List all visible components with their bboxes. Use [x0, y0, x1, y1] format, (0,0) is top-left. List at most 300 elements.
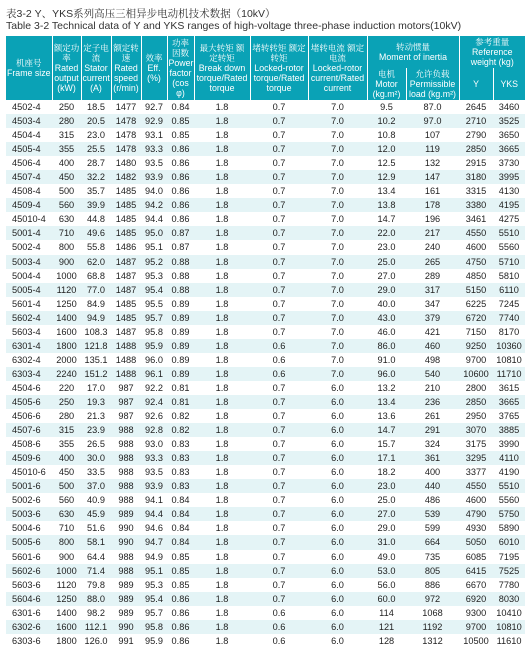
cell-efficiency: 95.3 — [141, 578, 167, 592]
cell-rated-output: 450 — [52, 465, 81, 479]
cell-weight-yks: 5510 — [493, 226, 525, 240]
cell-rated-speed: 988 — [111, 564, 141, 578]
table-row — [6, 507, 525, 521]
cell-breakdown-torque-ratio: 1.8 — [194, 479, 250, 493]
cell-stator-current: 20.5 — [81, 114, 111, 128]
cell-locked-rotor-current-ratio: 7.0 — [308, 100, 367, 114]
cell-rated-output: 400 — [52, 156, 81, 170]
table-row — [6, 479, 525, 493]
header-weight-yks: YKS — [493, 68, 525, 100]
cell-weight-y: 9250 — [459, 339, 493, 353]
cell-frame-size: 5601-6 — [6, 550, 52, 564]
cell-efficiency: 92.6 — [141, 409, 167, 423]
cell-inertia-motor: 96.0 — [367, 367, 406, 381]
cell-inertia-permissible-load: 265 — [406, 255, 459, 269]
cell-inertia-motor: 12.5 — [367, 156, 406, 170]
cell-inertia-motor: 23.0 — [367, 479, 406, 493]
cell-breakdown-torque-ratio: 1.8 — [194, 564, 250, 578]
cell-rated-speed: 988 — [111, 493, 141, 507]
cell-frame-size: 4509-6 — [6, 451, 52, 465]
cell-inertia-permissible-load: 132 — [406, 156, 459, 170]
cell-weight-yks: 3665 — [493, 395, 525, 409]
cell-weight-yks: 3885 — [493, 423, 525, 437]
cell-inertia-motor: 43.0 — [367, 311, 406, 325]
cell-weight-yks: 6010 — [493, 535, 525, 549]
cell-breakdown-torque-ratio: 1.8 — [194, 170, 250, 184]
cell-inertia-permissible-load: 236 — [406, 395, 459, 409]
cell-power-factor: 0.89 — [167, 325, 194, 339]
cell-locked-rotor-current-ratio: 6.0 — [308, 409, 367, 423]
cell-locked-rotor-torque-ratio: 0.7 — [250, 283, 308, 297]
table-row — [6, 170, 525, 184]
cell-inertia-motor: 29.0 — [367, 283, 406, 297]
cell-frame-size: 5001-4 — [6, 226, 52, 240]
cell-inertia-motor: 13.8 — [367, 198, 406, 212]
cell-stator-current: 108.3 — [81, 325, 111, 339]
cell-inertia-permissible-load: 421 — [406, 325, 459, 339]
cell-inertia-permissible-load: 539 — [406, 507, 459, 521]
cell-locked-rotor-torque-ratio: 0.7 — [250, 128, 308, 142]
cell-locked-rotor-torque-ratio: 0.7 — [250, 297, 308, 311]
cell-stator-current: 94.9 — [81, 311, 111, 325]
cell-rated-speed: 990 — [111, 535, 141, 549]
cell-frame-size: 5602-6 — [6, 564, 52, 578]
cell-frame-size: 5603-4 — [6, 325, 52, 339]
cell-frame-size: 5003-6 — [6, 507, 52, 521]
header-rated-output: 额定功率 Rated output (kW) — [52, 36, 81, 100]
cell-weight-y: 9300 — [459, 606, 493, 620]
cell-breakdown-torque-ratio: 1.8 — [194, 114, 250, 128]
cell-frame-size: 5604-6 — [6, 592, 52, 606]
cell-inertia-permissible-load: 87.0 — [406, 100, 459, 114]
cell-rated-output: 900 — [52, 255, 81, 269]
table-title-english: Table 3-2 Technical data of Y and YKS ranges of high-voltage three-phase induction motors(10kV) — [6, 20, 462, 32]
cell-inertia-motor: 13.4 — [367, 395, 406, 409]
cell-inertia-motor: 22.0 — [367, 226, 406, 240]
table-row — [6, 255, 525, 269]
cell-locked-rotor-torque-ratio: 0.7 — [250, 507, 308, 521]
cell-efficiency: 94.6 — [141, 521, 167, 535]
table-row — [6, 620, 525, 634]
cell-locked-rotor-torque-ratio: 0.7 — [250, 465, 308, 479]
cell-locked-rotor-torque-ratio: 0.7 — [250, 240, 308, 254]
cell-breakdown-torque-ratio: 1.8 — [194, 142, 250, 156]
cell-rated-speed: 1486 — [111, 240, 141, 254]
cell-locked-rotor-current-ratio: 7.0 — [308, 128, 367, 142]
cell-breakdown-torque-ratio: 1.8 — [194, 226, 250, 240]
cell-rated-output: 220 — [52, 381, 81, 395]
cell-frame-size: 6301-6 — [6, 606, 52, 620]
cell-power-factor: 0.88 — [167, 269, 194, 283]
cell-locked-rotor-current-ratio: 6.0 — [308, 592, 367, 606]
cell-stator-current: 21.3 — [81, 409, 111, 423]
cell-weight-yks: 5710 — [493, 255, 525, 269]
cell-rated-output: 1600 — [52, 620, 81, 634]
cell-power-factor: 0.81 — [167, 395, 194, 409]
cell-locked-rotor-current-ratio: 7.0 — [308, 184, 367, 198]
header-stator-current: 定子电流 Stator current (A) — [81, 36, 111, 100]
table-row — [6, 578, 525, 592]
cell-locked-rotor-torque-ratio: 0.7 — [250, 269, 308, 283]
cell-rated-speed: 1485 — [111, 226, 141, 240]
cell-weight-y: 3070 — [459, 423, 493, 437]
cell-inertia-motor: 49.0 — [367, 550, 406, 564]
cell-inertia-motor: 15.7 — [367, 437, 406, 451]
cell-efficiency: 95.9 — [141, 634, 167, 648]
cell-inertia-motor: 86.0 — [367, 339, 406, 353]
cell-locked-rotor-torque-ratio: 0.7 — [250, 479, 308, 493]
cell-inertia-motor: 25.0 — [367, 493, 406, 507]
cell-stator-current: 77.0 — [81, 283, 111, 297]
cell-locked-rotor-torque-ratio: 0.7 — [250, 156, 308, 170]
cell-efficiency: 95.1 — [141, 240, 167, 254]
cell-rated-output: 355 — [52, 142, 81, 156]
cell-breakdown-torque-ratio: 1.8 — [194, 465, 250, 479]
cell-weight-y: 3180 — [459, 170, 493, 184]
cell-rated-output: 250 — [52, 395, 81, 409]
cell-weight-y: 4790 — [459, 507, 493, 521]
cell-inertia-motor: 17.1 — [367, 451, 406, 465]
cell-frame-size: 45010-6 — [6, 465, 52, 479]
header-breakdown-torque: 最大转矩 额定转矩 Break down torque/Rated torque — [194, 36, 250, 100]
cell-locked-rotor-torque-ratio: 0.7 — [250, 521, 308, 535]
table-row — [6, 100, 525, 114]
header-inertia-motor: 电机 Motor (kg.m²) — [367, 68, 406, 100]
cell-frame-size: 6302-6 — [6, 620, 52, 634]
cell-weight-y: 2790 — [459, 128, 493, 142]
cell-weight-y: 4930 — [459, 521, 493, 535]
cell-inertia-permissible-load: 440 — [406, 479, 459, 493]
cell-rated-output: 355 — [52, 437, 81, 451]
cell-weight-yks: 10360 — [493, 339, 525, 353]
cell-inertia-motor: 121 — [367, 620, 406, 634]
cell-frame-size: 5603-6 — [6, 578, 52, 592]
cell-frame-size: 5004-6 — [6, 521, 52, 535]
cell-power-factor: 0.86 — [167, 620, 194, 634]
cell-power-factor: 0.89 — [167, 297, 194, 311]
cell-frame-size: 5601-4 — [6, 297, 52, 311]
table-row — [6, 325, 525, 339]
cell-locked-rotor-current-ratio: 6.0 — [308, 535, 367, 549]
cell-rated-output: 1250 — [52, 297, 81, 311]
cell-breakdown-torque-ratio: 1.8 — [194, 535, 250, 549]
cell-efficiency: 93.5 — [141, 465, 167, 479]
cell-inertia-permissible-load: 886 — [406, 578, 459, 592]
table-row — [6, 465, 525, 479]
table-title-chinese: 表3-2 Y、YKS系列高压三相异步电动机技术数据（10kV） — [6, 8, 276, 20]
cell-stator-current: 135.1 — [81, 353, 111, 367]
cell-weight-yks: 4130 — [493, 184, 525, 198]
cell-frame-size: 5005-4 — [6, 283, 52, 297]
cell-weight-yks: 7525 — [493, 564, 525, 578]
cell-power-factor: 0.85 — [167, 550, 194, 564]
cell-rated-output: 1400 — [52, 606, 81, 620]
cell-efficiency: 95.0 — [141, 226, 167, 240]
cell-locked-rotor-torque-ratio: 0.7 — [250, 493, 308, 507]
cell-locked-rotor-torque-ratio: 0.7 — [250, 170, 308, 184]
cell-frame-size: 6303-4 — [6, 367, 52, 381]
cell-power-factor: 0.84 — [167, 507, 194, 521]
cell-inertia-permissible-load: 324 — [406, 437, 459, 451]
cell-weight-yks: 3460 — [493, 100, 525, 114]
table-row — [6, 550, 525, 564]
header-efficiency: 效率 Eff. (%) — [141, 36, 167, 100]
cell-weight-yks: 5560 — [493, 240, 525, 254]
cell-power-factor: 0.89 — [167, 311, 194, 325]
cell-breakdown-torque-ratio: 1.8 — [194, 212, 250, 226]
table-row — [6, 198, 525, 212]
cell-rated-output: 560 — [52, 198, 81, 212]
cell-rated-output: 1800 — [52, 339, 81, 353]
table-row — [6, 156, 525, 170]
cell-stator-current: 37.0 — [81, 479, 111, 493]
cell-breakdown-torque-ratio: 1.8 — [194, 606, 250, 620]
table-row — [6, 535, 525, 549]
cell-inertia-permissible-load: 317 — [406, 283, 459, 297]
cell-inertia-motor: 53.0 — [367, 564, 406, 578]
cell-weight-y: 6670 — [459, 578, 493, 592]
cell-inertia-motor: 27.0 — [367, 507, 406, 521]
cell-efficiency: 95.7 — [141, 311, 167, 325]
cell-locked-rotor-current-ratio: 6.0 — [308, 493, 367, 507]
cell-inertia-motor: 23.0 — [367, 240, 406, 254]
cell-weight-yks: 3525 — [493, 114, 525, 128]
cell-power-factor: 0.81 — [167, 381, 194, 395]
cell-efficiency: 92.9 — [141, 114, 167, 128]
cell-rated-speed: 1488 — [111, 367, 141, 381]
table-row — [6, 212, 525, 226]
cell-efficiency: 95.4 — [141, 283, 167, 297]
cell-rated-output: 800 — [52, 240, 81, 254]
cell-weight-yks: 4195 — [493, 198, 525, 212]
cell-locked-rotor-current-ratio: 6.0 — [308, 620, 367, 634]
cell-inertia-permissible-load: 972 — [406, 592, 459, 606]
cell-locked-rotor-current-ratio: 7.0 — [308, 311, 367, 325]
cell-rated-speed: 1485 — [111, 212, 141, 226]
cell-weight-y: 9700 — [459, 353, 493, 367]
cell-locked-rotor-torque-ratio: 0.7 — [250, 535, 308, 549]
cell-weight-y: 7150 — [459, 325, 493, 339]
cell-weight-y: 10600 — [459, 367, 493, 381]
cell-rated-speed: 990 — [111, 521, 141, 535]
cell-rated-output: 560 — [52, 493, 81, 507]
cell-frame-size: 4506-6 — [6, 409, 52, 423]
cell-frame-size: 6302-4 — [6, 353, 52, 367]
cell-inertia-permissible-load: 498 — [406, 353, 459, 367]
cell-weight-yks: 3765 — [493, 409, 525, 423]
motor-spec-table — [6, 36, 525, 648]
cell-rated-output: 1120 — [52, 283, 81, 297]
cell-locked-rotor-current-ratio: 6.0 — [308, 437, 367, 451]
cell-weight-yks: 3995 — [493, 170, 525, 184]
cell-weight-y: 4750 — [459, 255, 493, 269]
cell-inertia-motor: 13.4 — [367, 184, 406, 198]
cell-weight-y: 2645 — [459, 100, 493, 114]
cell-efficiency: 95.9 — [141, 339, 167, 353]
cell-rated-speed: 1487 — [111, 325, 141, 339]
cell-inertia-motor: 31.0 — [367, 535, 406, 549]
cell-weight-y: 6225 — [459, 297, 493, 311]
cell-rated-speed: 988 — [111, 437, 141, 451]
cell-weight-y: 5150 — [459, 283, 493, 297]
cell-rated-speed: 1487 — [111, 283, 141, 297]
cell-rated-speed: 1485 — [111, 297, 141, 311]
cell-rated-speed: 989 — [111, 606, 141, 620]
cell-power-factor: 0.85 — [167, 128, 194, 142]
table-row — [6, 395, 525, 409]
cell-rated-output: 1250 — [52, 592, 81, 606]
cell-locked-rotor-current-ratio: 7.0 — [308, 114, 367, 128]
cell-weight-yks: 11710 — [493, 367, 525, 381]
cell-locked-rotor-current-ratio: 6.0 — [308, 507, 367, 521]
cell-locked-rotor-torque-ratio: 0.7 — [250, 550, 308, 564]
cell-efficiency: 95.1 — [141, 564, 167, 578]
cell-breakdown-torque-ratio: 1.8 — [194, 493, 250, 507]
cell-locked-rotor-current-ratio: 6.0 — [308, 423, 367, 437]
cell-locked-rotor-torque-ratio: 0.7 — [250, 114, 308, 128]
cell-frame-size: 6303-6 — [6, 634, 52, 648]
cell-efficiency: 92.2 — [141, 381, 167, 395]
cell-stator-current: 58.1 — [81, 535, 111, 549]
cell-breakdown-torque-ratio: 1.8 — [194, 451, 250, 465]
cell-locked-rotor-current-ratio: 7.0 — [308, 142, 367, 156]
cell-inertia-permissible-load: 161 — [406, 184, 459, 198]
cell-rated-output: 1400 — [52, 311, 81, 325]
cell-rated-speed: 987 — [111, 395, 141, 409]
cell-stator-current: 33.5 — [81, 465, 111, 479]
cell-inertia-motor: 56.0 — [367, 578, 406, 592]
cell-inertia-permissible-load: 210 — [406, 381, 459, 395]
cell-weight-y: 4850 — [459, 269, 493, 283]
cell-power-factor: 0.82 — [167, 423, 194, 437]
table-row — [6, 311, 525, 325]
cell-weight-y: 4600 — [459, 493, 493, 507]
cell-rated-output: 1120 — [52, 578, 81, 592]
cell-inertia-permissible-load: 735 — [406, 550, 459, 564]
cell-breakdown-torque-ratio: 1.8 — [194, 339, 250, 353]
cell-inertia-motor: 40.0 — [367, 297, 406, 311]
cell-weight-y: 3380 — [459, 198, 493, 212]
cell-locked-rotor-current-ratio: 7.0 — [308, 269, 367, 283]
cell-locked-rotor-current-ratio: 7.0 — [308, 170, 367, 184]
cell-locked-rotor-current-ratio: 7.0 — [308, 255, 367, 269]
cell-breakdown-torque-ratio: 1.8 — [194, 240, 250, 254]
cell-frame-size: 5005-6 — [6, 535, 52, 549]
cell-efficiency: 93.9 — [141, 170, 167, 184]
cell-weight-yks: 7740 — [493, 311, 525, 325]
cell-weight-y: 10500 — [459, 634, 493, 648]
cell-efficiency: 93.3 — [141, 451, 167, 465]
cell-breakdown-torque-ratio: 1.8 — [194, 423, 250, 437]
cell-efficiency: 96.0 — [141, 353, 167, 367]
cell-weight-yks: 4275 — [493, 212, 525, 226]
cell-rated-speed: 1487 — [111, 255, 141, 269]
cell-inertia-permissible-load: 347 — [406, 297, 459, 311]
table-row — [6, 297, 525, 311]
cell-rated-output: 800 — [52, 535, 81, 549]
cell-weight-yks: 3650 — [493, 128, 525, 142]
cell-efficiency: 92.4 — [141, 395, 167, 409]
cell-rated-speed: 989 — [111, 507, 141, 521]
cell-frame-size: 4507-4 — [6, 170, 52, 184]
cell-efficiency: 93.3 — [141, 142, 167, 156]
cell-rated-speed: 1488 — [111, 353, 141, 367]
cell-locked-rotor-current-ratio: 6.0 — [308, 381, 367, 395]
table-row — [6, 423, 525, 437]
cell-weight-y: 2710 — [459, 114, 493, 128]
cell-power-factor: 0.89 — [167, 367, 194, 381]
cell-locked-rotor-torque-ratio: 0.6 — [250, 353, 308, 367]
cell-breakdown-torque-ratio: 1.8 — [194, 311, 250, 325]
cell-frame-size: 4506-4 — [6, 156, 52, 170]
header-locked-rotor-current: 堵转电流 额定电流 Locked-rotor current/Rated current — [308, 36, 367, 100]
cell-weight-y: 4600 — [459, 240, 493, 254]
cell-breakdown-torque-ratio: 1.8 — [194, 283, 250, 297]
cell-power-factor: 0.87 — [167, 240, 194, 254]
cell-rated-output: 500 — [52, 479, 81, 493]
cell-frame-size: 5002-6 — [6, 493, 52, 507]
cell-inertia-motor: 12.9 — [367, 170, 406, 184]
cell-locked-rotor-current-ratio: 7.0 — [308, 212, 367, 226]
cell-power-factor: 0.86 — [167, 212, 194, 226]
cell-inertia-motor: 25.0 — [367, 255, 406, 269]
cell-rated-speed: 1482 — [111, 170, 141, 184]
cell-stator-current: 151.2 — [81, 367, 111, 381]
cell-weight-yks: 5560 — [493, 493, 525, 507]
cell-locked-rotor-torque-ratio: 0.7 — [250, 212, 308, 226]
cell-breakdown-torque-ratio: 1.8 — [194, 578, 250, 592]
cell-stator-current: 26.5 — [81, 437, 111, 451]
cell-weight-y: 9700 — [459, 620, 493, 634]
cell-weight-y: 6720 — [459, 311, 493, 325]
cell-breakdown-torque-ratio: 1.8 — [194, 353, 250, 367]
cell-efficiency: 94.9 — [141, 550, 167, 564]
cell-rated-output: 630 — [52, 212, 81, 226]
cell-weight-y: 6085 — [459, 550, 493, 564]
cell-locked-rotor-current-ratio: 7.0 — [308, 297, 367, 311]
cell-stator-current: 17.0 — [81, 381, 111, 395]
cell-inertia-motor: 114 — [367, 606, 406, 620]
cell-frame-size: 6301-4 — [6, 339, 52, 353]
cell-stator-current: 62.0 — [81, 255, 111, 269]
cell-locked-rotor-current-ratio: 7.0 — [308, 367, 367, 381]
cell-rated-speed: 1487 — [111, 269, 141, 283]
cell-locked-rotor-current-ratio: 7.0 — [308, 156, 367, 170]
cell-locked-rotor-torque-ratio: 0.6 — [250, 367, 308, 381]
cell-inertia-motor: 60.0 — [367, 592, 406, 606]
cell-rated-speed: 990 — [111, 620, 141, 634]
cell-locked-rotor-current-ratio: 6.0 — [308, 578, 367, 592]
cell-rated-output: 630 — [52, 507, 81, 521]
cell-frame-size: 5602-4 — [6, 311, 52, 325]
cell-rated-speed: 988 — [111, 479, 141, 493]
cell-power-factor: 0.86 — [167, 156, 194, 170]
cell-locked-rotor-torque-ratio: 0.6 — [250, 339, 308, 353]
cell-stator-current: 98.2 — [81, 606, 111, 620]
cell-locked-rotor-torque-ratio: 0.7 — [250, 100, 308, 114]
table-row — [6, 592, 525, 606]
cell-frame-size: 45010-4 — [6, 212, 52, 226]
cell-rated-speed: 987 — [111, 381, 141, 395]
cell-power-factor: 0.87 — [167, 226, 194, 240]
cell-breakdown-torque-ratio: 1.8 — [194, 255, 250, 269]
cell-rated-speed: 1478 — [111, 114, 141, 128]
cell-rated-output: 400 — [52, 451, 81, 465]
cell-locked-rotor-current-ratio: 6.0 — [308, 606, 367, 620]
cell-weight-yks: 3615 — [493, 381, 525, 395]
cell-inertia-permissible-load: 664 — [406, 535, 459, 549]
cell-rated-speed: 1478 — [111, 128, 141, 142]
